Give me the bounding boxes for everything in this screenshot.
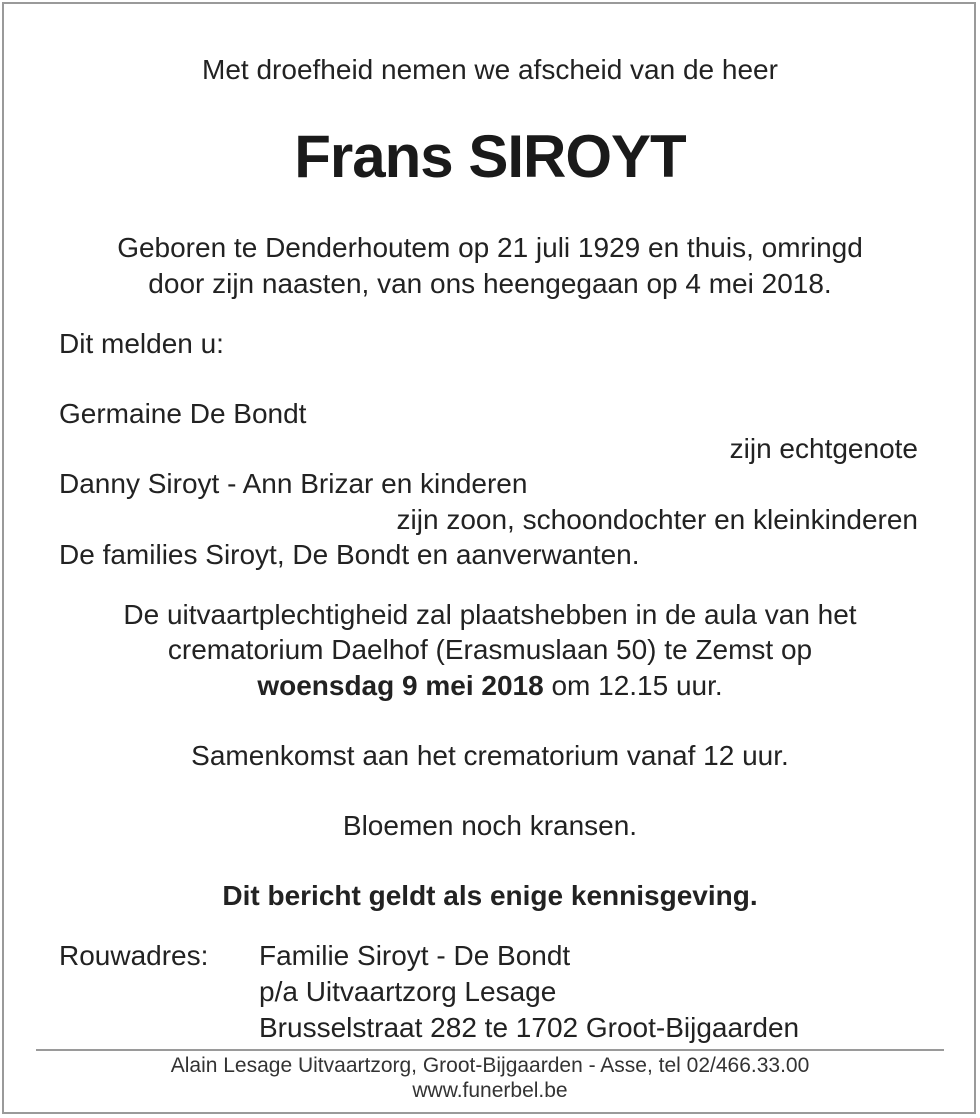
footer-divider bbox=[36, 1049, 944, 1051]
ceremony-time: om 12.15 uur. bbox=[543, 670, 723, 701]
intro-text: Met droefheid nemen we afscheid van de heer bbox=[202, 54, 778, 85]
birth-line-2: door zijn naasten, van ons heengegaan op 4 mei 2018. bbox=[148, 268, 832, 299]
gathering-text: Samenkomst aan het crematorium vanaf 12 uur. bbox=[191, 740, 789, 771]
ceremony-line-1: De uitvaartplechtigheid zal plaatshebben in de aula van het bbox=[123, 599, 857, 630]
address-line: p/a Uitvaartzorg Lesage bbox=[259, 976, 557, 1007]
relative-name: Germaine De Bondt bbox=[59, 398, 307, 429]
relative-relation: zijn echtgenote bbox=[729, 433, 918, 464]
address-line: Familie Siroyt - De Bondt bbox=[259, 940, 571, 971]
ceremony-date: woensdag 9 mei 2018 bbox=[257, 670, 544, 701]
deceased-name: Frans SIROYT bbox=[294, 123, 686, 190]
footer-company: Alain Lesage Uitvaartzorg, Groot-Bijgaarden - Asse, tel 02/466.33.00 bbox=[170, 1054, 810, 1077]
footer-website[interactable]: www.funerbel.be bbox=[412, 1079, 568, 1102]
relative-relation: zijn zoon, schoondochter en kleinkinderen bbox=[396, 504, 918, 535]
official-notice-text: Dit bericht geldt als enige kennisgeving. bbox=[222, 880, 758, 911]
address-label: Rouwadres: bbox=[59, 940, 209, 971]
relative-name: Danny Siroyt - Ann Brizar en kinderen bbox=[59, 468, 528, 499]
birth-line-1: Geboren te Denderhoutem op 21 juli 1929 en thuis, omringd bbox=[117, 232, 863, 263]
address-line: Brusselstraat 282 te 1702 Groot-Bijgaarden bbox=[259, 1012, 800, 1043]
ceremony-line-3 bbox=[0, 668, 980, 704]
flowers-text: Bloemen noch kransen. bbox=[342, 810, 638, 841]
families-text: De families Siroyt, De Bondt en aanverwanten. bbox=[59, 539, 640, 570]
announce-text: Dit melden u: bbox=[59, 328, 224, 359]
ceremony-line-2: crematorium Daelhof (Erasmuslaan 50) te Zemst op bbox=[167, 634, 813, 665]
